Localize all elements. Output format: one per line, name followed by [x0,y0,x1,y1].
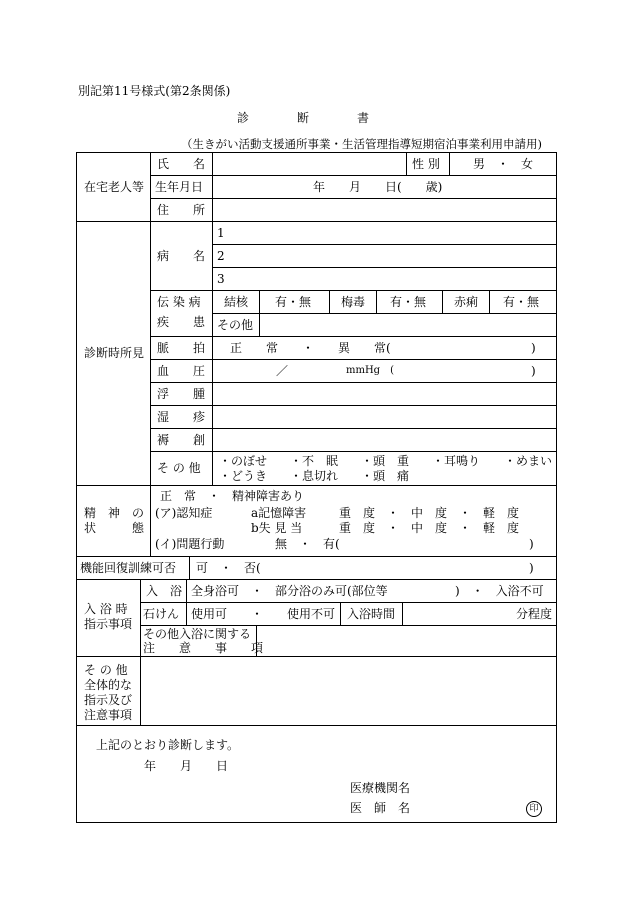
page-subtitle: （生きがい活動支援通所事業・生活管理指導短期宿泊事業利用申請用) [181,137,542,151]
memory-disorder-label: a記憶障害 [251,506,307,520]
other-bath-label-1: その他入浴に関する [143,627,252,641]
rehab-close: ) [529,561,534,575]
sex-label: 性 別 [412,157,440,171]
dob-label: 生年月日 [155,180,204,194]
other-instructions-label-2: 全体的な [84,678,133,692]
bath-section-label-2: 指示事項 [84,617,133,631]
mental-label-2: 状 態 [84,521,145,535]
disease-row-3[interactable]: 3 [217,272,225,286]
bath-options[interactable]: 全身浴可 ・ 部分浴のみ可(部位等 [191,584,388,598]
bath-label: 入 浴 [146,584,183,598]
pulse-label: 脈 拍 [157,341,206,355]
symptom-heavy-head[interactable]: ・頭 重 [361,454,410,468]
eczema-field[interactable] [213,406,556,427]
symptom-palpitation[interactable]: ・どうき [219,469,268,483]
page-title: 診 断 書 [237,111,370,125]
other-instructions-label-4: 注意事項 [84,708,133,722]
elder-section-label: 在宅老人等 [84,180,145,194]
other-bath-label-2: 注 意 事 項 [143,641,264,655]
address-label: 住 所 [157,203,206,217]
symptom-hot-flash[interactable]: ・のぼせ [219,454,268,468]
syphilis-options[interactable]: 有・無 [390,295,427,309]
seal-icon: 印 [526,801,542,817]
bath-section-label-1: 入 浴 時 [84,602,128,616]
name-label: 氏 名 [157,157,206,171]
disorientation-severity[interactable]: 重 度 ・ 中 度 ・ 軽 度 [339,521,520,535]
rehab-options[interactable]: 可 ・ 否( [196,561,261,575]
mental-label-1: 精 神 の [84,506,145,520]
other-instructions-label-1: そ の 他 [84,663,128,677]
bedsore-field[interactable] [213,429,556,450]
eczema-label: 湿 疹 [157,410,206,424]
bp-label: 血 圧 [157,364,206,378]
bath-time-label: 入浴時間 [347,607,396,621]
bp-unit: mmHg ( [346,365,394,376]
disease-row-1[interactable]: 1 [217,226,225,240]
other-instructions-field[interactable] [141,657,556,724]
bp-close: ) [531,364,536,378]
other-bath-field[interactable] [257,626,556,655]
diagnosis-date[interactable]: 年 月 日 [144,759,229,773]
infectious-other-field[interactable] [260,314,556,335]
soap-label: 石けん [143,607,180,621]
symptom-dizziness[interactable]: ・めまい [504,454,553,468]
pulse-close: ) [531,341,536,355]
doctor-label: 医 師 名 [350,801,411,815]
soap-options[interactable]: 使用可 ・ 使用不可 [191,607,336,621]
bedsore-label: 褥 創 [157,433,206,447]
pulse-options[interactable]: 正 常 ・ 異 常( [230,341,391,355]
memory-severity[interactable]: 重 度 ・ 中 度 ・ 軽 度 [339,506,520,520]
infectious-label-1: 伝 染 病 [157,295,201,309]
diagnosis-statement: 上記のとおり診断します。 [96,738,240,752]
bath-options-tail[interactable]: ) ・ 入浴不可 [455,584,544,598]
dementia-label: (ア)認知症 [155,506,213,520]
symptom-headache[interactable]: ・頭 痛 [361,469,410,483]
address-field[interactable] [213,199,556,220]
form-number: 別記第11号様式(第2条関係) [78,84,231,98]
infectious-other-label: その他 [217,318,254,332]
dob-field[interactable]: 年 月 日( 歳) [313,180,443,194]
findings-section-label: 診断時所見 [84,346,145,360]
disorientation-label: b失 見 当 [251,521,303,535]
syphilis-label: 梅毒 [341,295,366,309]
name-field[interactable] [213,153,405,174]
other-instructions-label-3: 指示及び [84,693,133,707]
symptom-insomnia[interactable]: ・不 眠 [290,454,339,468]
mental-normal-line[interactable]: 正 常 ・ 精神障害あり [160,489,305,503]
edema-field[interactable] [213,383,556,404]
edema-label: 浮 腫 [157,387,206,401]
infectious-label-2: 疾 患 [157,315,206,329]
bath-time-unit: 分程度 [516,607,553,621]
dysentery-label: 赤痢 [454,295,479,309]
disease-row-2[interactable]: 2 [217,249,225,263]
sex-options[interactable]: 男 ・ 女 [473,157,534,171]
institution-label: 医療機関名 [350,781,411,795]
tuberculosis-options[interactable]: 有・無 [275,295,312,309]
rehab-label: 機能回復訓練可否 [80,561,177,575]
bp-slash: ／ [276,364,289,378]
tuberculosis-label: 結核 [224,295,249,309]
problem-behavior-label: (イ)問題行動 [155,537,225,551]
dysentery-options[interactable]: 有・無 [503,295,540,309]
problem-behavior-options[interactable]: 無 ・ 有( [275,537,340,551]
others-label: そ の 他 [157,461,201,475]
symptom-shortness-of-breath[interactable]: ・息切れ [290,469,339,483]
problem-behavior-close: ) [529,537,534,551]
disease-label: 病 名 [157,249,206,263]
symptom-tinnitus[interactable]: ・耳鳴り [432,454,481,468]
